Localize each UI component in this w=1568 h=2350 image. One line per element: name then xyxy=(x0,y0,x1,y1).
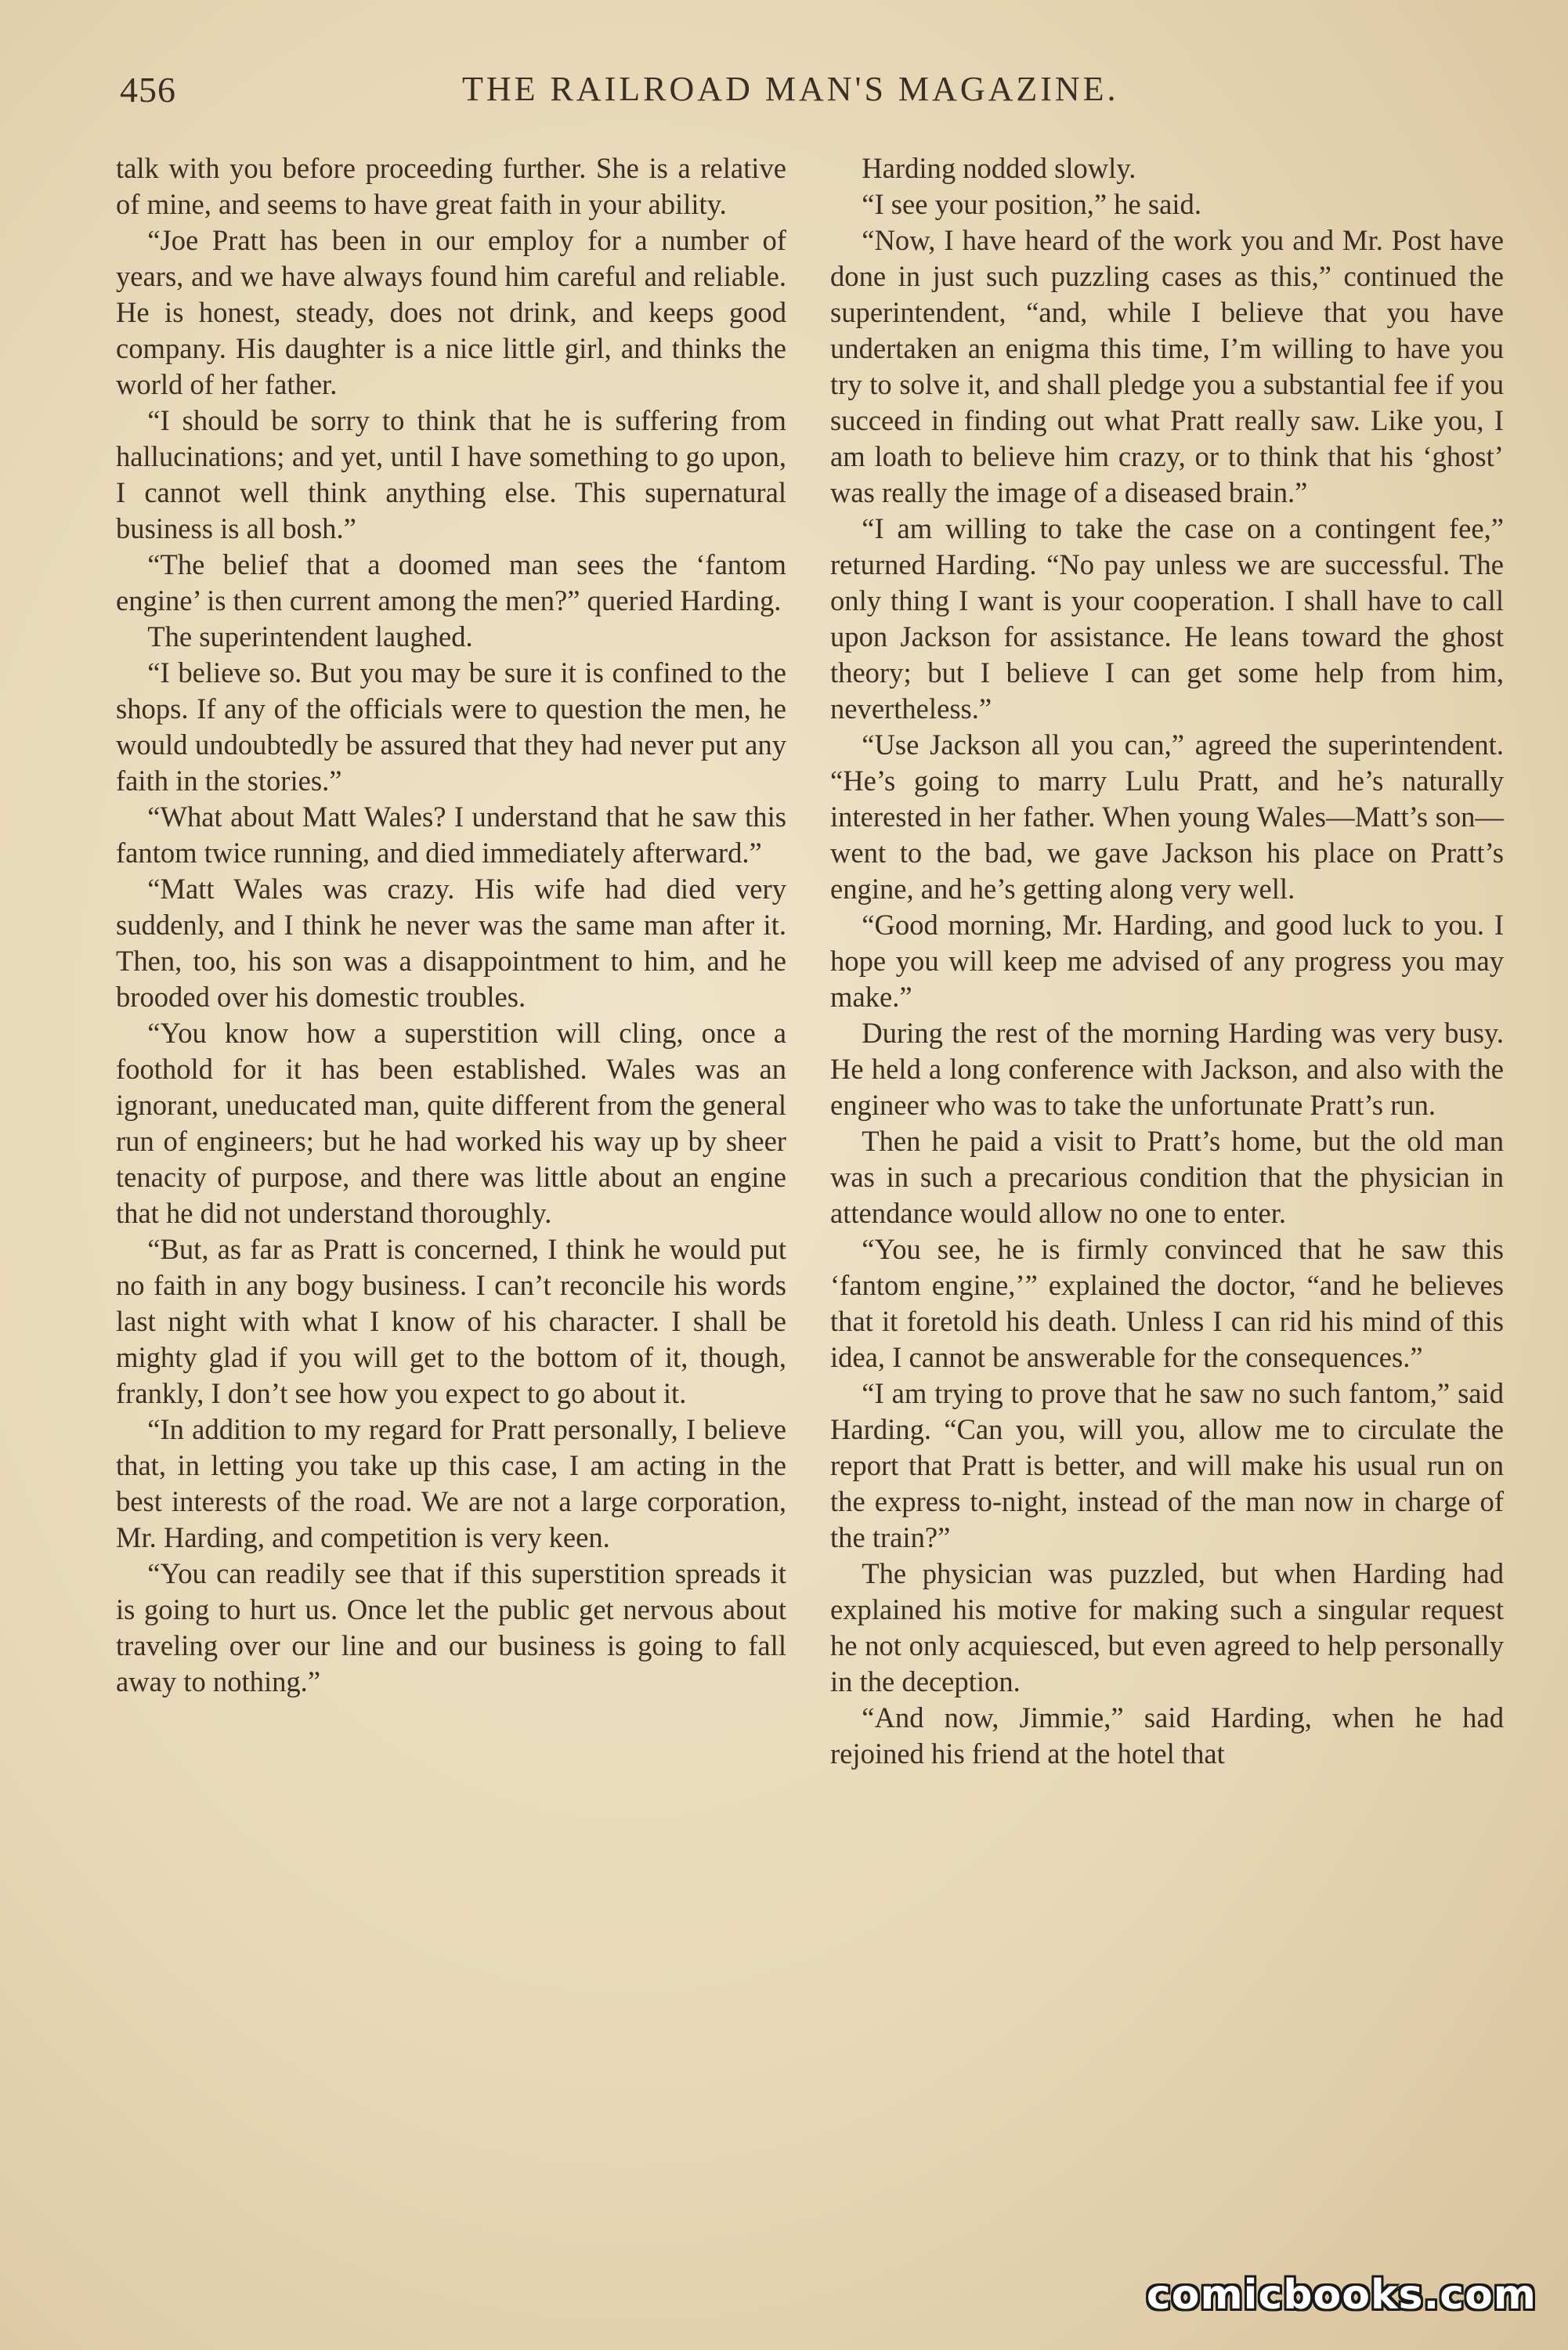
paragraph: “And now, Jimmie,” said Harding, when he had rejoined his friend at the hotel that xyxy=(830,1701,1504,1770)
paragraph: The superintendent laughed. xyxy=(147,620,473,653)
paragraph: “I should be sorry to think that he is suffering from hallucinations; and yet, until I have something to go upon, I cannot well think anything else. This supernatural business is all bosh.” xyxy=(116,404,786,544)
left-column xyxy=(116,150,786,1700)
paragraph: “Good morning, Mr. Harding, and good luck to you. I hope you will keep me advised of any progress you may make.” xyxy=(830,909,1504,1013)
watermark-logo: comicbooks.com xyxy=(1146,2272,1537,2319)
paragraph: Harding nodded slowly. xyxy=(862,152,1136,184)
paragraph: “I am trying to prove that he saw no such fantom,” said Harding. “Can you, will you, allow me to circulate the report that Pratt is better, and will make his usual run on the express to-night, instead of the man now in charge of the train?” xyxy=(830,1377,1504,1553)
paragraph: “I believe so. But you may be sure it is confined to the shops. If any of the officials were to question the men, he would undoubtedly be assured that they had never put any faith in the stories.” xyxy=(116,656,786,797)
page-number: 456 xyxy=(120,70,176,110)
paragraph: talk with you before proceeding further. She is a relative of mine, and seems to have great faith in your ability. xyxy=(116,152,786,220)
paragraph: Then he paid a visit to Pratt’s home, but the old man was in such a precarious condition that the physician in attendance would allow no one to enter. xyxy=(830,1125,1504,1229)
paragraph: “Matt Wales was crazy. His wife had died very suddenly, and I think he never was the same man after it. Then, too, his son was a disappointment to him, and he brooded over his domestic troubles. xyxy=(116,873,786,1013)
paragraph: “Now, I have heard of the work you and Mr. Post have done in just such puzzling cases as this,” continued the superintendent, “and, while I believe that you have undertaken an enigma this time, I’m willing to have you try to solve it, and shall pledge you a substantial fee if you succeed in finding out what Pratt really saw. Like you, I am loath to believe him crazy, or to think that his ‘ghost’ was really the image of a diseased brain.” xyxy=(830,224,1504,508)
paragraph: “Use Jackson all you can,” agreed the superintendent. “He’s going to marry Lulu Pratt, and he’s naturally interested in her father. When young Wales—Matt’s son—went to the bad, we gave Jackson his place on Pratt’s engine, and he’s getting along very well. xyxy=(830,728,1504,905)
paragraph: “What about Matt Wales? I understand that he saw this fantom twice running, and died immediately afterward.” xyxy=(116,801,786,869)
paragraph: “I see your position,” he said. xyxy=(862,188,1201,220)
paragraph: “The belief that a doomed man sees the ‘fantom engine’ is then current among the men?” queried Harding. xyxy=(116,548,786,616)
paragraph: The physician was puzzled, but when Harding had explained his motive for making such a singular request he not only acquiesced, but even agreed to help personally in the deception. xyxy=(830,1557,1504,1697)
paragraph: “In addition to my regard for Pratt personally, I believe that, in letting you take up this case, I am acting in the best interests of the road. We are not a large corporation, Mr. Harding, and competition is very keen. xyxy=(116,1413,786,1553)
paragraph: “You know how a superstition will cling, once a foothold for it has been established. Wales was an ignorant, uneducated man, quite different from the general run of engineers; but he had worked his way up by sheer tenacity of purpose, and there was little about an engine that he did not understand thoroughly. xyxy=(116,1017,786,1229)
right-column xyxy=(830,150,1504,1772)
page-header xyxy=(0,69,1568,124)
paragraph: “You see, he is firmly convinced that he saw this ‘fantom engine,’” explained the doctor, “and he believes that it foretold his death. Unless I can rid his mind of this idea, I cannot be answerable for the consequences.” xyxy=(830,1233,1504,1373)
paragraph: “But, as far as Pratt is concerned, I think he would put no faith in any bogy business. I can’t reconcile his words last night with what I know of his character. I shall be mighty glad if you will get to the bottom of it, though, frankly, I don’t see how you expect to go about it. xyxy=(116,1233,786,1409)
paragraph: “I am willing to take the case on a contingent fee,” returned Harding. “No pay unless we are successful. The only thing I want is your cooperation. I shall have to call upon Jackson for assistance. He leans toward the ghost theory; but I believe I can get some help from him, nevertheless.” xyxy=(830,512,1504,725)
paragraph: “Joe Pratt has been in our employ for a number of years, and we have always found him careful and reliable. He is honest, steady, does not drink, and keeps good company. His daughter is a nice little girl, and thinks the world of her father. xyxy=(116,224,786,400)
running-head: THE RAILROAD MAN'S MAGAZINE. xyxy=(462,70,1119,108)
paragraph: “You can readily see that if this superstition spreads it is going to hurt us. Once let the public get nervous about traveling over our line and our business is going to fall away to nothing.” xyxy=(116,1557,786,1697)
paragraph: During the rest of the morning Harding was very busy. He held a long conference with Jackson, and also with the engineer who was to take the unfortunate Pratt’s run. xyxy=(830,1017,1504,1121)
